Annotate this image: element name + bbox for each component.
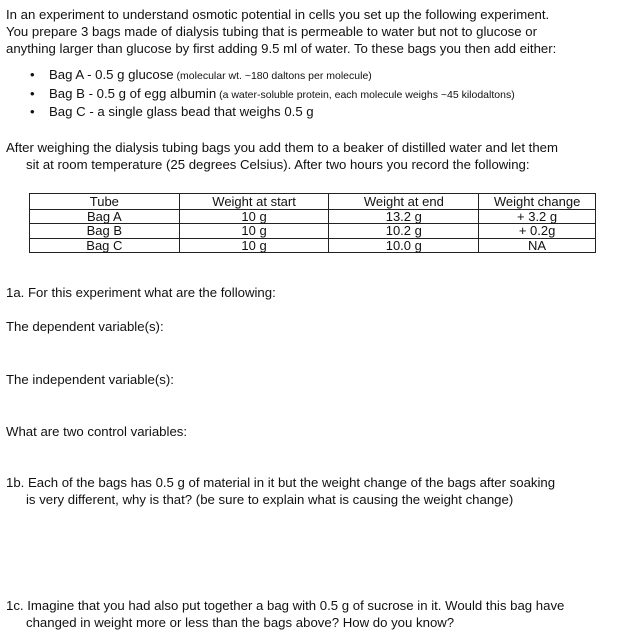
cell-tube: Bag C	[30, 238, 180, 253]
cell-start: 10 g	[179, 209, 329, 224]
bullet-bag-c	[30, 104, 314, 121]
cell-change: + 0.2g	[479, 224, 596, 239]
intro-line-2: You prepare 3 bags made of dialysis tubing that is permeable to water but not to glucose or	[6, 24, 538, 39]
intro-line-3: anything larger than glucose by first adding 9.5 ml of water. To these bags you then add either:	[6, 41, 557, 56]
after-line-2: sit at room temperature (25 degrees Celsius). After two hours you record the following:	[26, 157, 530, 172]
header-weight-end: Weight at end	[329, 194, 479, 210]
question-1b-line-1: 1b. Each of the bags has 0.5 g of material in it but the weight change of the bags after soaking	[6, 475, 556, 490]
control-variables-prompt: What are two control variables:	[6, 424, 188, 439]
cell-end: 13.2 g	[329, 209, 479, 224]
bullet-dot: •	[30, 67, 35, 82]
bullet-dot: •	[30, 104, 35, 119]
bullet-bag-a	[30, 67, 372, 85]
bullet-main: Bag C - a single glass bead that weighs 0.5 g	[49, 104, 314, 119]
independent-variable-prompt: The independent variable(s):	[6, 372, 174, 387]
question-1c-line-1: 1c. Imagine that you had also put together a bag with 0.5 g of sucrose in it. Would this bag have	[6, 598, 565, 613]
bullet-main: Bag A - 0.5 g glucose	[49, 67, 174, 82]
table-header-row	[30, 194, 596, 210]
question-1b-line-2: is very different, why is that? (be sure to explain what is causing the weight change)	[26, 492, 514, 507]
cell-tube: Bag B	[30, 224, 180, 239]
cell-end: 10.2 g	[329, 224, 479, 239]
bullet-note: (a water-soluble protein, each molecule weighs ~45 kilodaltons)	[216, 89, 515, 101]
table-row	[30, 209, 596, 224]
cell-start: 10 g	[179, 224, 329, 239]
table-row	[30, 238, 596, 253]
bullet-bag-b	[30, 86, 515, 104]
cell-change: + 3.2 g	[479, 209, 596, 224]
bullet-dot: •	[30, 86, 35, 101]
cell-change: NA	[479, 238, 596, 253]
bullet-main: Bag B - 0.5 g of egg albumin	[49, 86, 217, 101]
header-tube: Tube	[30, 194, 180, 210]
table-row	[30, 224, 596, 239]
header-weight-start: Weight at start	[179, 194, 329, 210]
results-table	[29, 193, 596, 253]
bullet-note: (molecular wt. ~180 daltons per molecule)	[173, 70, 372, 82]
cell-start: 10 g	[179, 238, 329, 253]
question-1a: 1a. For this experiment what are the following:	[6, 285, 276, 300]
intro-line-1: In an experiment to understand osmotic potential in cells you set up the following experiment.	[6, 7, 550, 22]
after-line-1: After weighing the dialysis tubing bags you add them to a beaker of distilled water and let them	[6, 140, 559, 155]
dependent-variable-prompt: The dependent variable(s):	[6, 319, 164, 334]
cell-end: 10.0 g	[329, 238, 479, 253]
question-1c-line-2: changed in weight more or less than the bags above? How do you know?	[26, 615, 455, 630]
header-weight-change: Weight change	[479, 194, 596, 210]
cell-tube: Bag A	[30, 209, 180, 224]
